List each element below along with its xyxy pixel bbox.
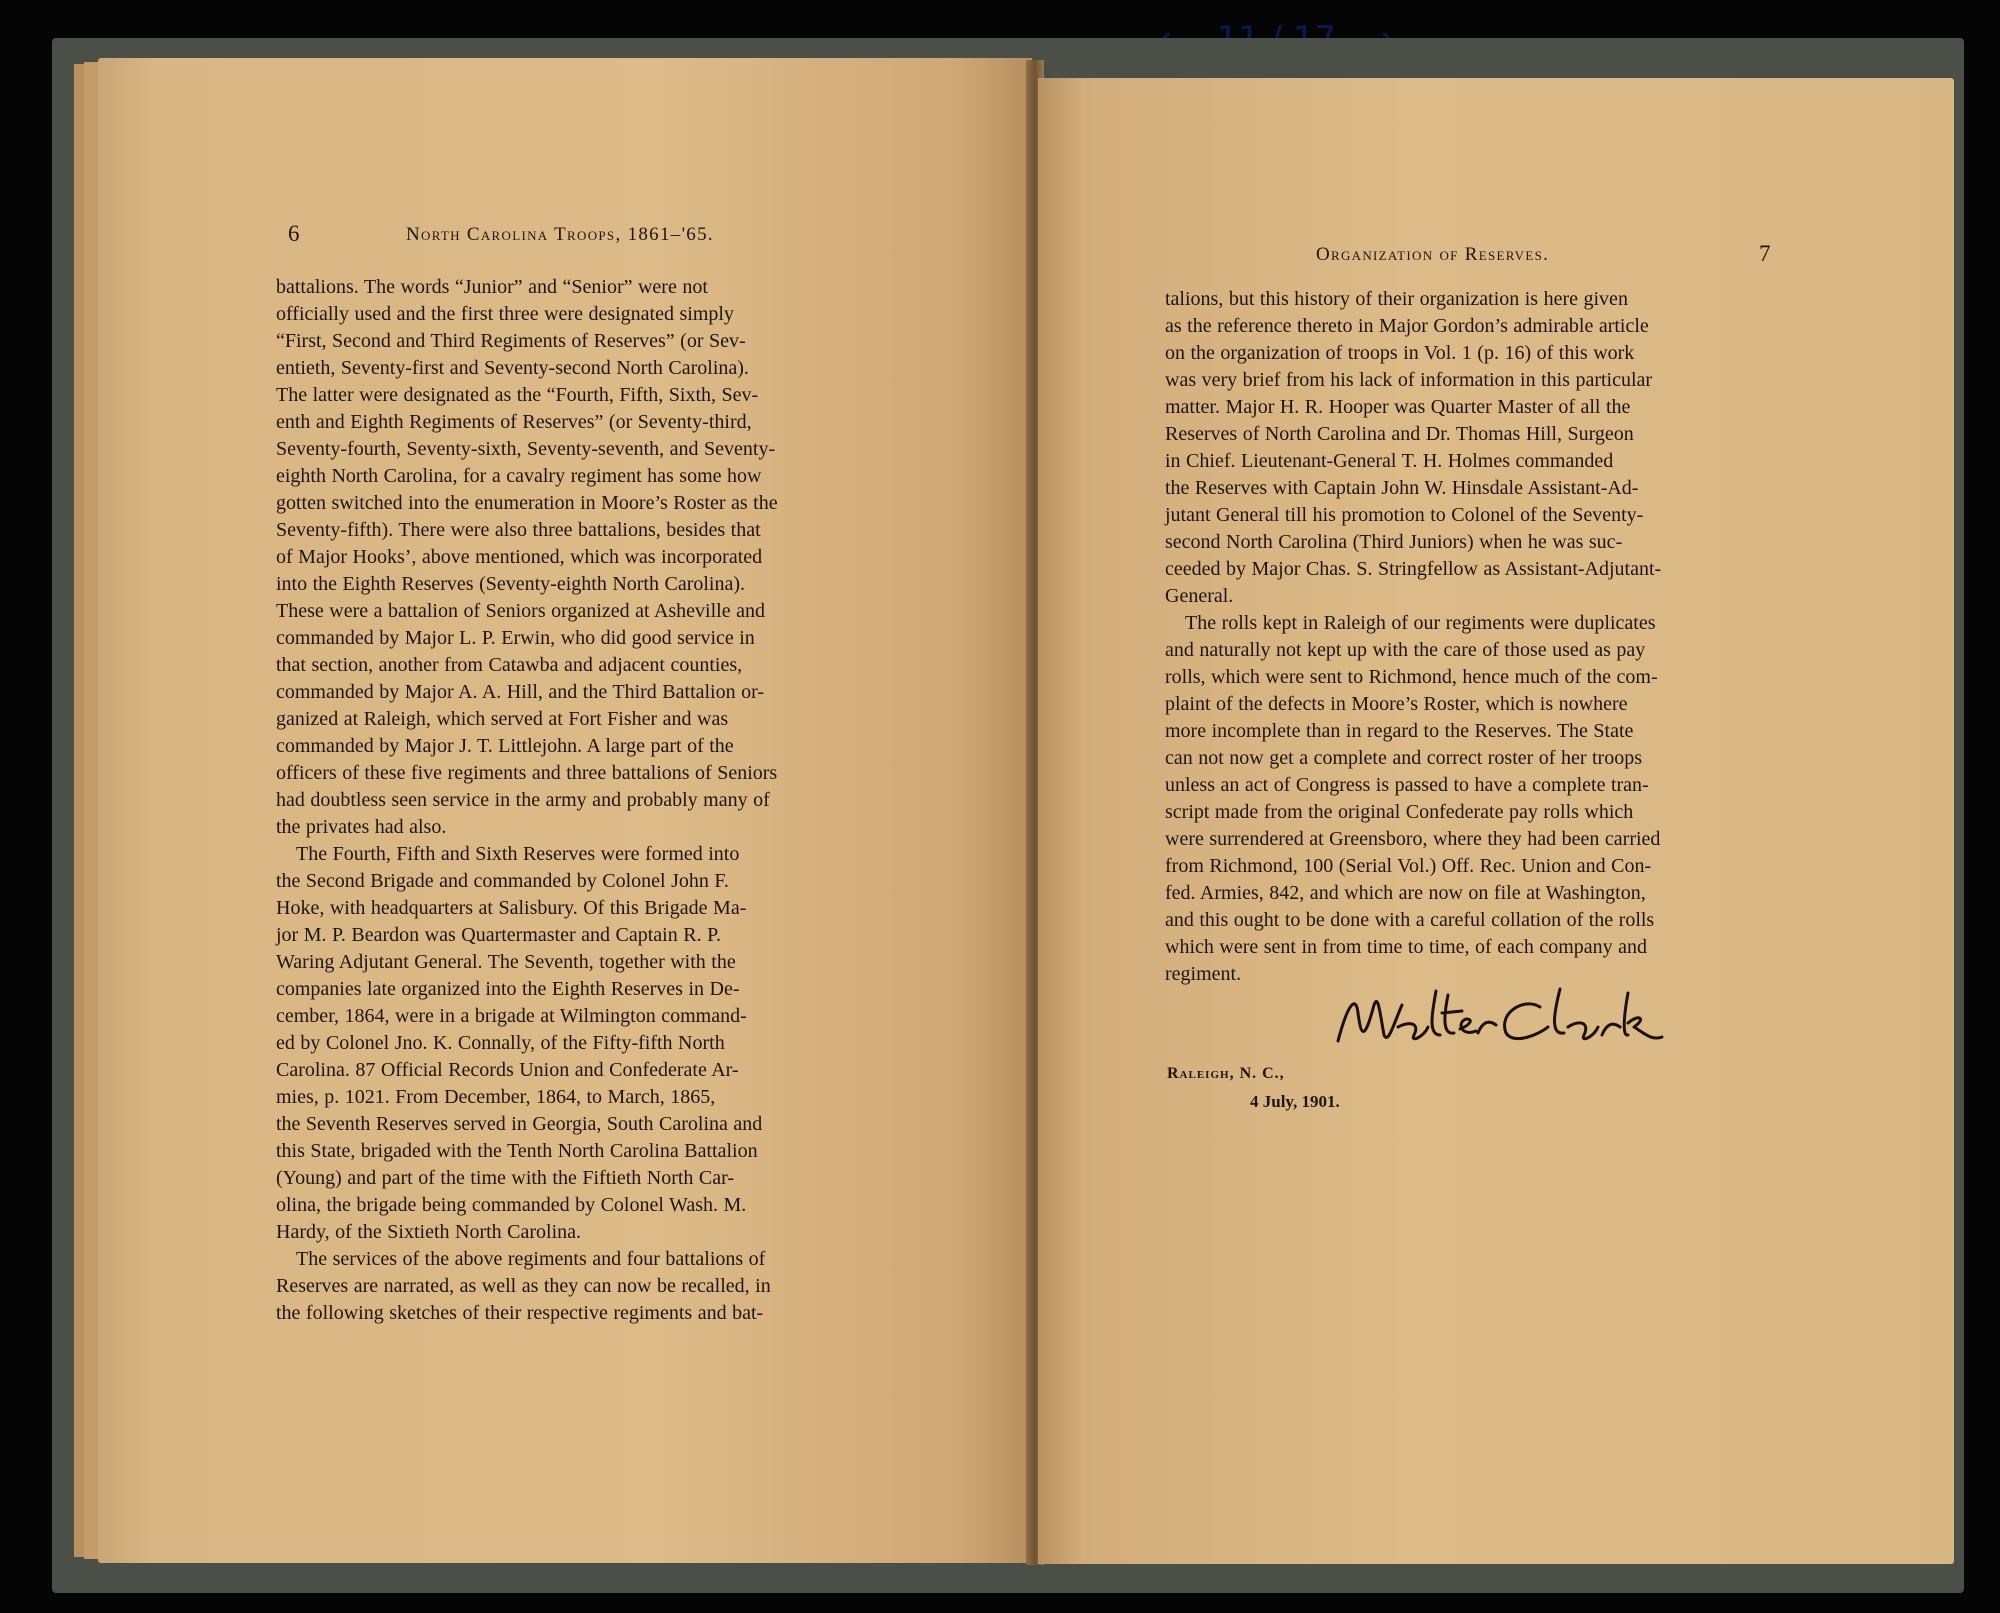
text-line: of Major Hooks’, above mentioned, which was incorporated	[276, 546, 763, 568]
text-line: rolls, which were sent to Richmond, hence much of the com-	[1165, 666, 1658, 688]
page-number: 6	[288, 221, 301, 246]
text-line: gotten switched into the enumeration in Moore’s Roster as the	[276, 492, 778, 514]
text-line: commanded by Major A. A. Hill, and the Third Battalion or-	[276, 681, 765, 703]
text-line: into the Eighth Reserves (Seventy-eighth North Carolina).	[276, 573, 746, 595]
text-line: The rolls kept in Raleigh of our regiments were duplicates	[1185, 612, 1656, 634]
text-line: the Seventh Reserves served in Georgia, South Carolina and	[276, 1113, 763, 1135]
text-line: The Fourth, Fifth and Sixth Reserves were formed into	[296, 843, 740, 865]
text-line: in Chief. Lieutenant-General T. H. Holmes commanded	[1165, 450, 1614, 472]
text-line: the privates had also.	[276, 816, 447, 838]
text-line: which were sent in from time to time, of each company and	[1165, 936, 1648, 958]
text-line: jor M. P. Beardon was Quartermaster and Captain R. P.	[276, 924, 721, 946]
text-line: this State, brigaded with the Tenth North Carolina Battalion	[276, 1140, 758, 1162]
left-page	[98, 58, 1032, 1563]
text-line: eighth North Carolina, for a cavalry regiment has some how	[276, 465, 762, 487]
text-line: Waring Adjutant General. The Seventh, together with the	[276, 951, 736, 973]
text-line: Reserves are narrated, as well as they can now be recalled, in	[276, 1275, 771, 1297]
text-line: enth and Eighth Regiments of Reserves” (or Seventy-third,	[276, 411, 752, 433]
text-line: companies late organized into the Eighth Reserves in De-	[276, 978, 740, 1000]
running-head: Organization of Reserves.	[1316, 244, 1550, 265]
text-line: on the organization of troops in Vol. 1 (p. 16) of this work	[1165, 342, 1635, 364]
text-line: was very brief from his lack of information in this particular	[1165, 369, 1653, 391]
text-line: Hoke, with headquarters at Salisbury. Of this Brigade Ma-	[276, 897, 747, 919]
text-line: jutant General till his promotion to Colonel of the Seventy-	[1165, 504, 1644, 526]
text-line: the Second Brigade and commanded by Colonel John F.	[276, 870, 729, 892]
text-line: that section, another from Catawba and adjacent counties,	[276, 654, 743, 676]
text-line: These were a battalion of Seniors organized at Asheville and	[276, 600, 765, 622]
text-line: the following sketches of their respective regiments and bat-	[276, 1302, 764, 1324]
text-line: fed. Armies, 842, and which are now on file at Washington,	[1165, 882, 1646, 904]
text-line: olina, the brigade being commanded by Colonel Wash. M.	[276, 1194, 747, 1216]
text-line: The services of the above regiments and four battalions of	[296, 1248, 766, 1270]
page-body	[1165, 286, 1792, 988]
text-line: commanded by Major L. P. Erwin, who did good service in	[276, 627, 755, 649]
text-line: “First, Second and Third Regiments of Reserves” (or Sev-	[276, 330, 746, 352]
right-page	[1038, 78, 1954, 1564]
page-body	[276, 274, 912, 1327]
text-line: ceeded by Major Chas. S. Stringfellow as Assistant-Adjutant-	[1165, 558, 1662, 580]
text-line: (Young) and part of the time with the Fiftieth North Car-	[276, 1167, 735, 1189]
text-line: from Richmond, 100 (Serial Vol.) Off. Rec. Union and Con-	[1165, 855, 1652, 877]
text-line: plaint of the defects in Moore’s Roster, which is nowhere	[1165, 693, 1628, 715]
text-line: Seventy-fourth, Seventy-sixth, Seventy-seventh, and Seventy-	[276, 438, 776, 460]
text-line: regiment.	[1165, 963, 1242, 985]
text-line: General.	[1165, 585, 1234, 607]
text-line: had doubtless seen service in the army and probably many of	[276, 789, 770, 811]
text-line: more incomplete than in regard to the Reserves. The State	[1165, 720, 1634, 742]
handwritten-signature	[1328, 983, 1668, 1063]
text-line: commanded by Major J. T. Littlejohn. A large part of the	[276, 735, 734, 757]
text-line: Carolina. 87 Official Records Union and Confederate Ar-	[276, 1059, 739, 1081]
text-line: and this ought to be done with a careful collation of the rolls	[1165, 909, 1655, 931]
text-line: can not now get a complete and correct roster of her troops	[1165, 747, 1642, 769]
text-line: ed by Colonel Jno. K. Connally, of the Fifty-fifth North	[276, 1032, 725, 1054]
page-number: 7	[1759, 241, 1772, 266]
text-line: talions, but this history of their organization is here given	[1165, 288, 1628, 310]
text-line: cember, 1864, were in a brigade at Wilmington command-	[276, 1005, 747, 1027]
text-line: officially used and the first three were designated simply	[276, 303, 734, 325]
text-line: mies, p. 1021. From December, 1864, to March, 1865,	[276, 1086, 716, 1108]
signature-date: 4 July, 1901.	[1250, 1092, 1340, 1111]
text-line: Seventy-fifth). There were also three battalions, besides that	[276, 519, 761, 541]
text-line: the Reserves with Captain John W. Hinsdale Assistant-Ad-	[1165, 477, 1639, 499]
text-line: script made from the original Confederate pay rolls which	[1165, 801, 1634, 823]
signature-place: Raleigh, N. C.,	[1167, 1065, 1285, 1082]
text-line: matter. Major H. R. Hooper was Quarter Master of all the	[1165, 396, 1631, 418]
text-line: Hardy, of the Sixtieth North Carolina.	[276, 1221, 582, 1243]
running-head: North Carolina Troops, 1861–'65.	[406, 224, 714, 245]
text-line: ganized at Raleigh, which served at Fort Fisher and was	[276, 708, 729, 730]
text-line: were surrendered at Greensboro, where they had been carried	[1165, 828, 1661, 850]
text-line: officers of these five regiments and three battalions of Seniors	[276, 762, 778, 784]
text-line: entieth, Seventy-first and Seventy-second North Carolina).	[276, 357, 749, 379]
text-line: unless an act of Congress is passed to have a complete tran-	[1165, 774, 1649, 796]
text-line: as the reference thereto in Major Gordon’s admirable article	[1165, 315, 1649, 337]
text-line: battalions. The words “Junior” and “Senior” were not	[276, 276, 708, 298]
text-line: and naturally not kept up with the care of those used as pay	[1165, 639, 1646, 661]
text-line: Reserves of North Carolina and Dr. Thomas Hill, Surgeon	[1165, 423, 1634, 445]
text-line: second North Carolina (Third Juniors) when he was suc-	[1165, 531, 1623, 553]
text-line: The latter were designated as the “Fourth, Fifth, Sixth, Sev-	[276, 384, 759, 406]
